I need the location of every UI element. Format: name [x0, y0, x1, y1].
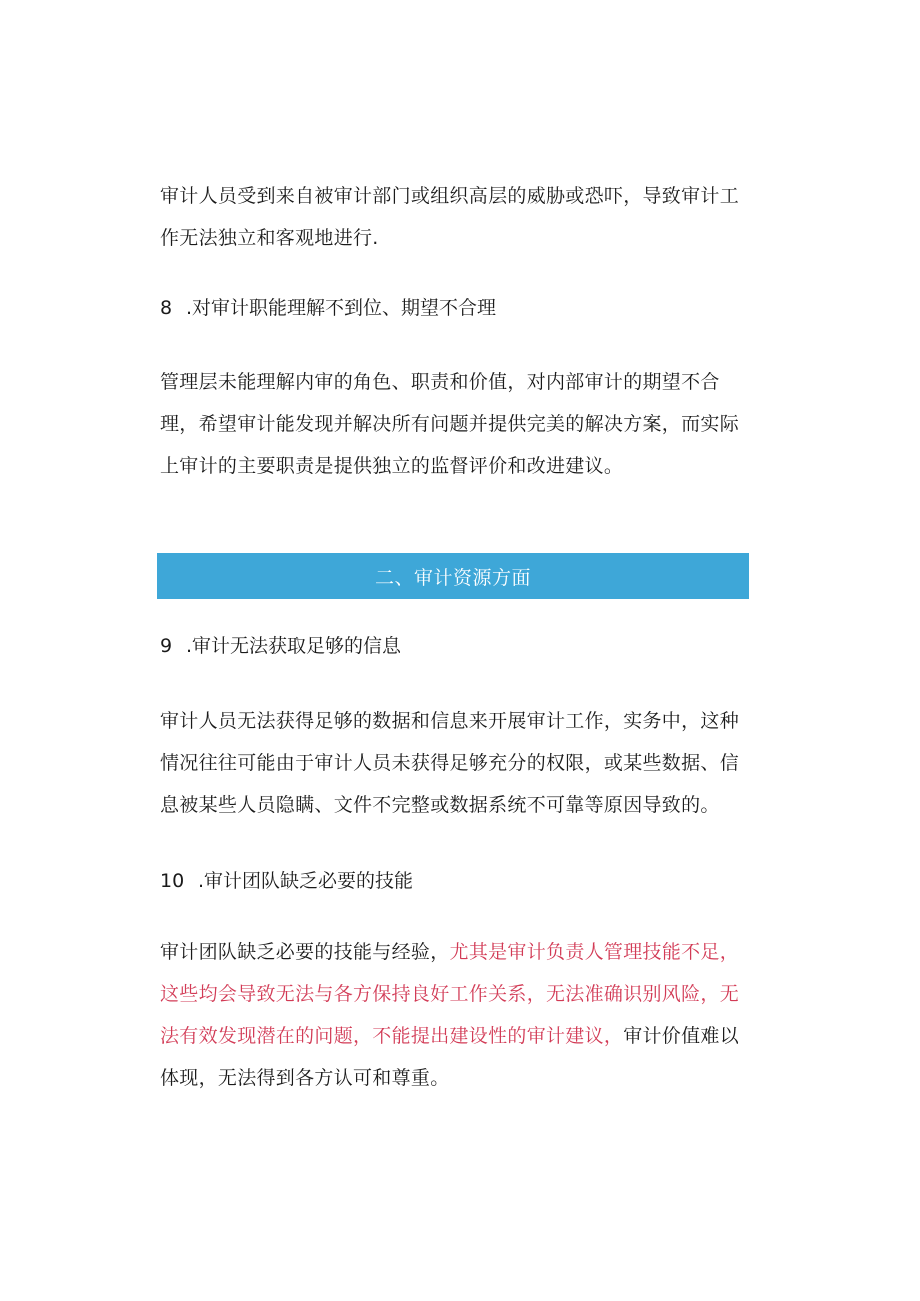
item-9-number: 9 — [160, 635, 173, 657]
item-10-body-highlight: 尤其是审计负责人管理技能不足，这些均会导致无法与各方保持良好工作关系，无法准确识别风险，无法有效发现潜在的问题，不能提出建设性的审计建议， — [160, 941, 740, 1047]
section-banner-title: 二、审计资源方面 — [374, 566, 531, 589]
item-10-number: 10 — [160, 870, 185, 892]
paragraph-intimidation: 审计人员受到来自被审计部门或组织高层的威胁或恐吓，导致审计工作无法独立和客观地进行. — [160, 185, 740, 249]
item-8-number: 8 — [160, 297, 173, 319]
item-10-title: .审计团队缺乏必要的技能 — [198, 870, 414, 892]
item-8-heading — [160, 293, 750, 323]
item-9-title: .审计无法获取足够的信息 — [186, 635, 402, 657]
item-9-heading — [160, 631, 750, 661]
item-10-body-part2: 审计价值难以体现，无法得到各方认可和尊重。 — [160, 1025, 740, 1089]
item-8-body: 管理层未能理解内审的角色、职责和价值，对内部审计的期望不合理，希望审计能发现并解决所有问题并提供完美的解决方案，而实际上审计的主要职责是提供独立的监督评价和改进建议。 — [160, 371, 740, 477]
item-8-title: .对审计职能理解不到位、期望不合理 — [186, 297, 497, 319]
item-10-body-part1: 审计团队缺乏必要的技能与经验， — [160, 941, 450, 963]
item-9-body: 审计人员无法获得足够的数据和信息来开展审计工作，实务中，这种情况往往可能由于审计人员未获得足够充分的权限，或某些数据、信息被某些人员隐瞒、文件不完整或数据系统不可靠等原因导致的。 — [160, 710, 740, 816]
item-10-body — [160, 931, 750, 1099]
section-banner-audit-resources — [157, 553, 749, 599]
item-10-heading — [160, 866, 750, 896]
